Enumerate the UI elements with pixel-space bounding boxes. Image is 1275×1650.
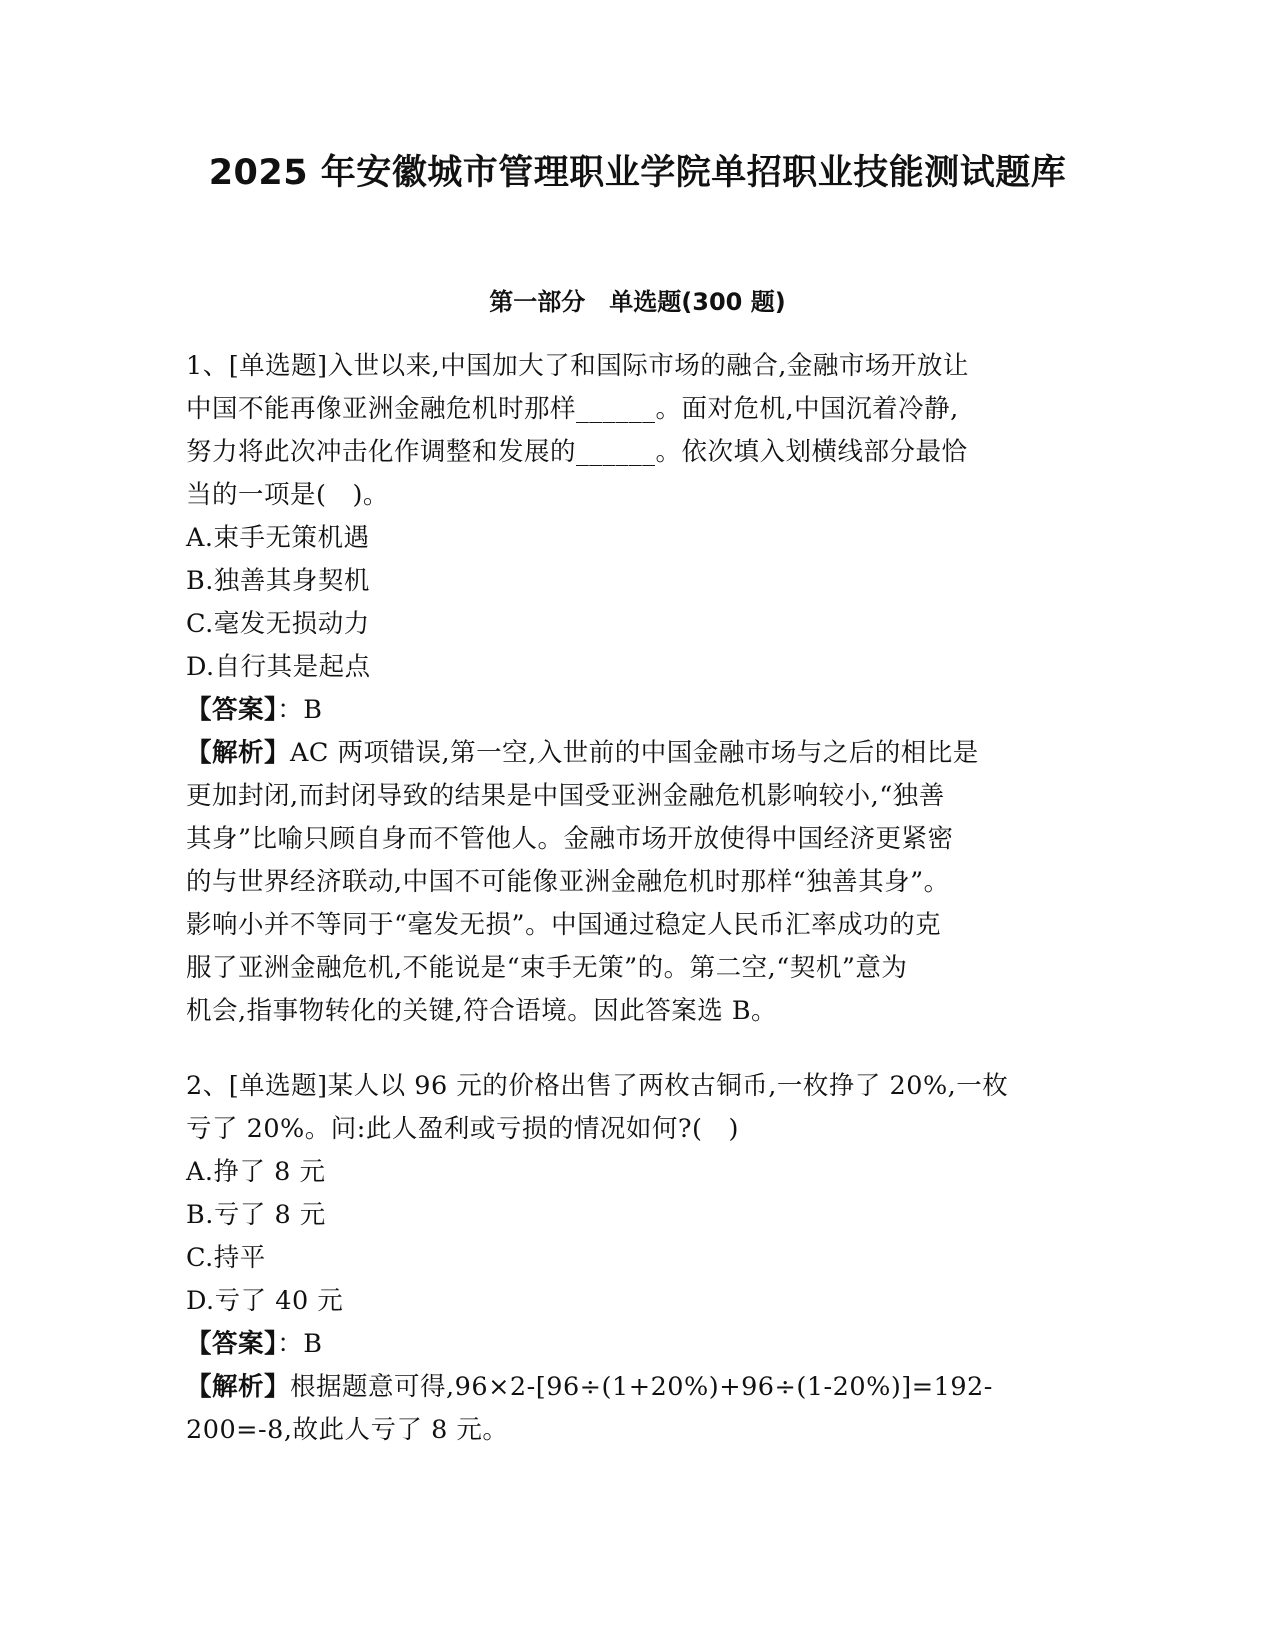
- analysis-line: 更加封闭,而封闭导致的结果是中国受亚洲金融危机影响较小,“独善: [186, 781, 945, 811]
- analysis-line: 机会,指事物转化的关键,符合语境。因此答案选 B。: [186, 996, 778, 1026]
- question-stem-line: 2、[单选题]某人以 96 元的价格出售了两枚古铜币,一枚挣了 20%,一枚: [186, 1071, 1009, 1101]
- analysis-line: [186, 732, 1086, 775]
- question-2: [186, 1065, 1086, 1452]
- question-stem-line: 亏了 20%。问:此人盈利或亏损的情况如何?( ): [186, 1114, 739, 1144]
- option-b: B.亏了 8 元: [186, 1200, 326, 1230]
- option-c: C.毫发无损动力: [186, 609, 370, 639]
- analysis-line: [186, 1366, 1086, 1409]
- analysis-line: 影响小并不等同于“毫发无损”。中国通过稳定人民币汇率成功的克: [186, 910, 942, 940]
- option-c: C.持平: [186, 1243, 266, 1273]
- question-stem-line: 中国不能再像亚洲金融危机时那样______。面对危机,中国沉着冷静,: [186, 394, 959, 424]
- section-heading: 第一部分 单选题(300 题): [489, 288, 786, 316]
- analysis-label: 【解析】: [186, 738, 291, 768]
- question-1: [186, 345, 1086, 1033]
- question-stem-line: 努力将此次冲击化作调整和发展的______。依次填入划横线部分最恰: [186, 437, 968, 467]
- option-d: D.自行其是起点: [186, 652, 371, 682]
- option-a: A.挣了 8 元: [186, 1157, 326, 1187]
- question-stem-line: 当的一项是( )。: [186, 480, 389, 510]
- answer-label: 【答案】: [186, 1329, 278, 1359]
- answer-line: [186, 1323, 1086, 1366]
- analysis-label: 【解析】: [186, 1372, 291, 1402]
- answer-value: ：B: [277, 695, 323, 725]
- option-b: B.独善其身契机: [186, 566, 370, 596]
- question-stem-line: 1、[单选题]入世以来,中国加大了和国际市场的融合,金融市场开放让: [186, 351, 969, 381]
- analysis-text: AC 两项错误,第一空,入世前的中国金融市场与之后的相比是: [290, 738, 979, 768]
- analysis-line: 服了亚洲金融危机,不能说是“束手无策”的。第二空,“契机”意为: [186, 953, 908, 983]
- option-d: D.亏了 40 元: [186, 1286, 344, 1316]
- answer-value: ：B: [277, 1329, 323, 1359]
- page-title: 2025 年安徽城市管理职业学院单招职业技能测试题库: [208, 153, 1067, 193]
- analysis-line: 200=-8,故此人亏了 8 元。: [186, 1415, 509, 1445]
- analysis-text: 根据题意可得,96×2-[96÷(1+20%)+96÷(1-20%)]=192-: [290, 1372, 993, 1402]
- analysis-line: 其身”比喻只顾自身而不管他人。金融市场开放使得中国经济更紧密: [186, 824, 954, 854]
- analysis-line: 的与世界经济联动,中国不可能像亚洲金融危机时那样“独善其身”。: [186, 867, 950, 897]
- answer-line: [186, 689, 1086, 732]
- answer-label: 【答案】: [186, 695, 278, 725]
- option-a: A.束手无策机遇: [186, 523, 370, 553]
